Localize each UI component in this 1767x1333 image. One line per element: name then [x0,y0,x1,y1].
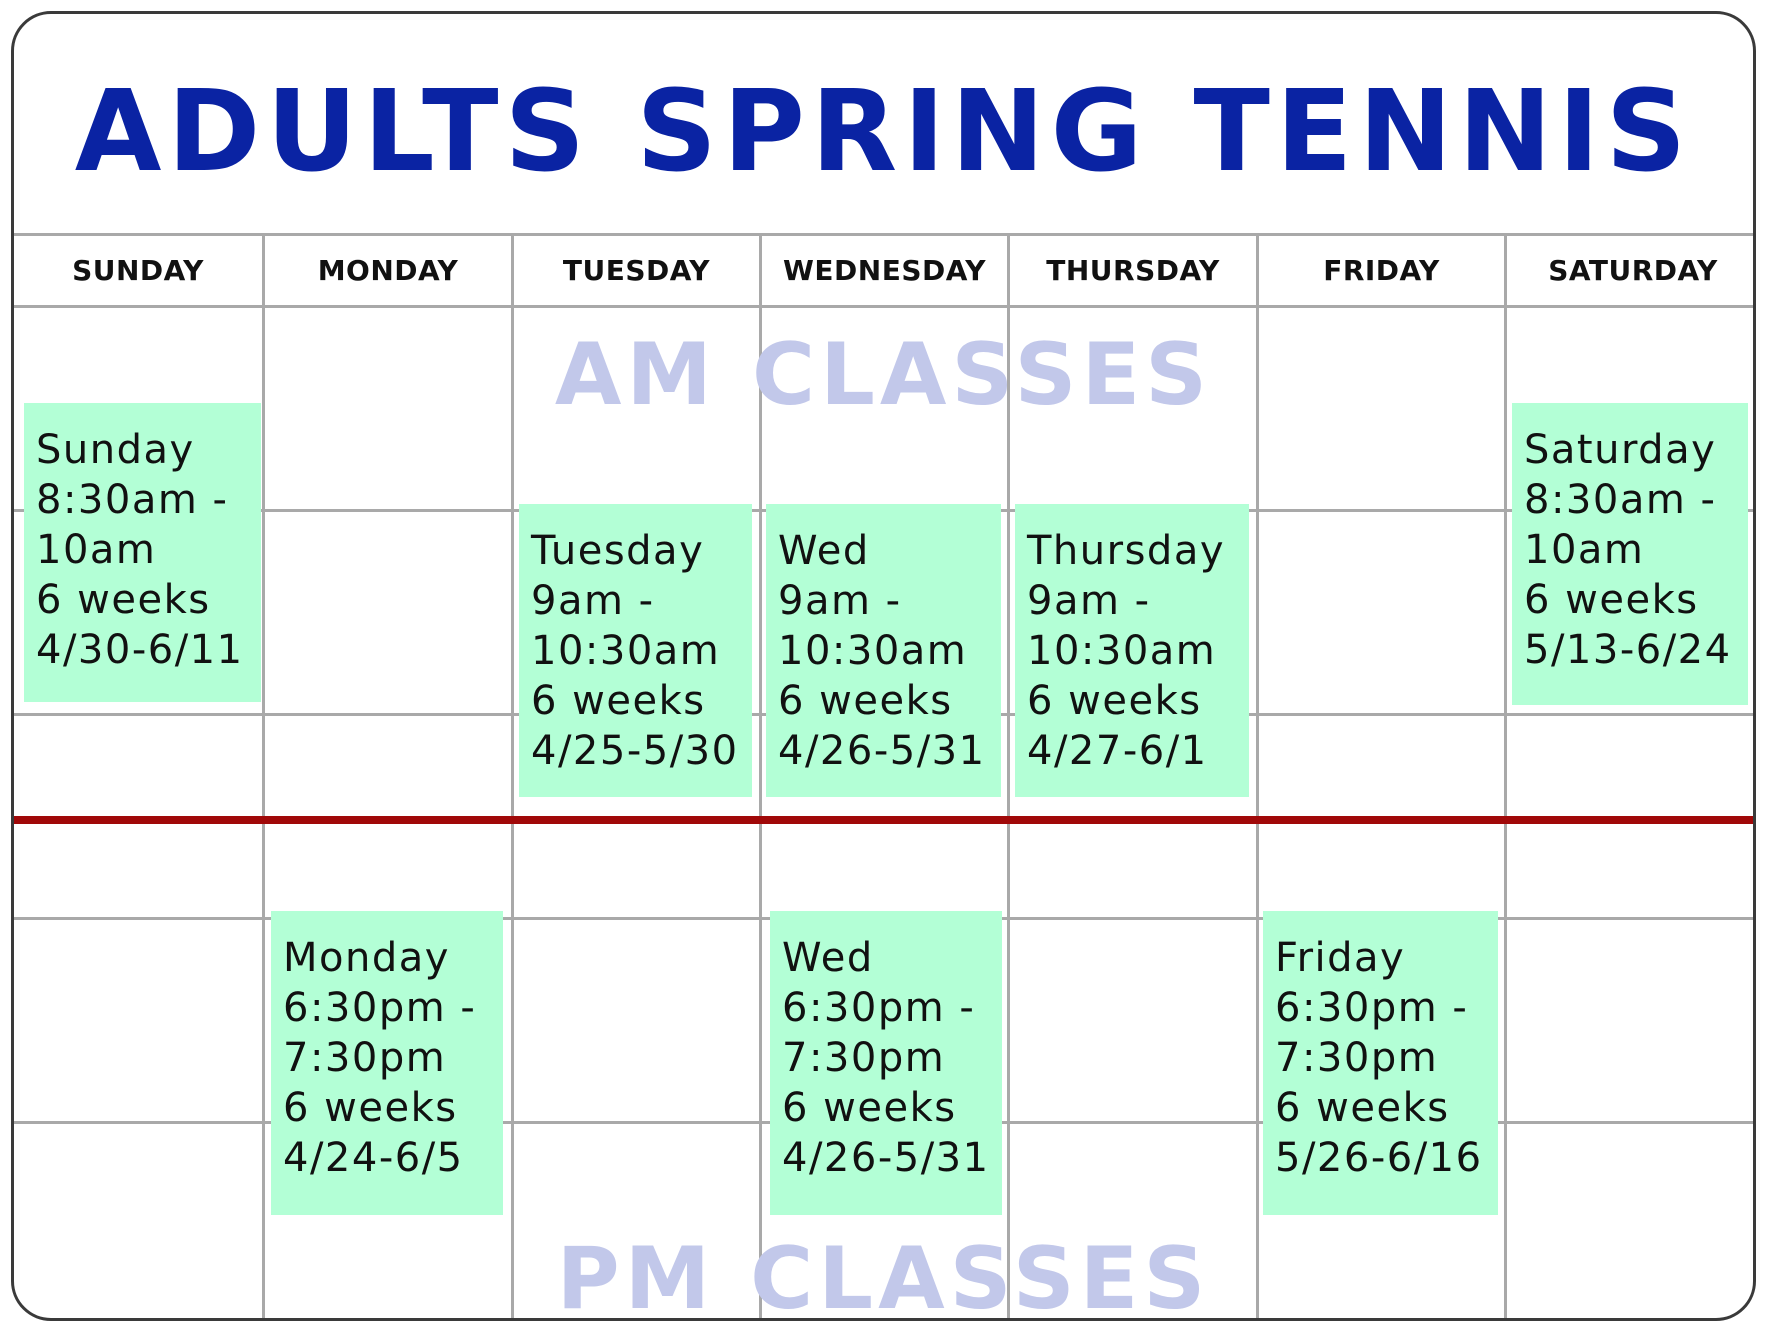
class-time-start: 8:30am - [1524,477,1717,523]
day-header-sunday: SUNDAY [72,253,204,287]
class-time-end: 10am [36,527,157,573]
day-header-wednesday: WEDNESDAY [783,253,986,287]
class-card-friday-pm[interactable] [1263,911,1498,1215]
class-time-end: 10am [1524,527,1645,573]
class-time-start: 6:30pm - [1275,985,1469,1031]
class-day: Wed [782,935,874,981]
class-duration: 6 weeks [782,1085,957,1131]
class-card-wednesday-am[interactable] [766,504,1001,797]
class-time-end: 10:30am [778,628,968,674]
class-time-end: 10:30am [1027,628,1217,674]
class-dates: 4/27-6/1 [1027,728,1208,774]
am-pm-divider [14,816,1753,824]
class-day: Saturday [1524,427,1717,473]
class-time-start: 9am - [1027,578,1151,624]
class-card-saturday-am[interactable] [1512,403,1748,705]
class-time-start: 6:30pm - [782,985,976,1031]
day-header-thursday: THURSDAY [1046,253,1220,287]
class-card-tuesday-am[interactable] [519,504,752,797]
class-duration: 6 weeks [1275,1085,1450,1131]
class-dates: 4/30-6/11 [36,627,244,673]
class-time-end: 7:30pm [782,1035,946,1081]
class-time-start: 8:30am - [36,477,229,523]
class-card-wednesday-pm[interactable] [770,911,1002,1215]
class-dates: 4/26-5/31 [778,728,986,774]
day-header-saturday: SATURDAY [1548,253,1718,287]
class-card-sunday-am[interactable] [24,403,261,702]
class-dates: 5/26-6/16 [1275,1135,1483,1181]
class-time-end: 7:30pm [1275,1035,1439,1081]
class-card-monday-pm[interactable] [271,911,503,1215]
class-time-start: 9am - [531,578,655,624]
class-dates: 4/26-5/31 [782,1135,990,1181]
class-day: Monday [283,935,450,981]
class-dates: 5/13-6/24 [1524,627,1732,673]
class-time-start: 9am - [778,578,902,624]
schedule-board [11,11,1756,1321]
day-header-monday: MONDAY [317,253,459,287]
class-day: Thursday [1027,528,1225,574]
class-dates: 4/24-6/5 [283,1135,464,1181]
class-duration: 6 weeks [531,678,706,724]
class-duration: 6 weeks [283,1085,458,1131]
class-day: Sunday [36,427,195,473]
page-title: ADULTS SPRING TENNIS [74,67,1693,197]
day-header-friday: FRIDAY [1323,253,1440,287]
class-day: Wed [778,528,870,574]
class-day: Friday [1275,935,1406,981]
class-dates: 4/25-5/30 [531,728,739,774]
class-duration: 6 weeks [1524,577,1699,623]
class-time-end: 7:30pm [283,1035,447,1081]
am-classes-label: AM CLASSES [554,325,1213,425]
class-duration: 6 weeks [1027,678,1202,724]
pm-classes-label: PM CLASSES [556,1229,1211,1321]
class-time-end: 10:30am [531,628,721,674]
class-duration: 6 weeks [778,678,953,724]
class-card-thursday-am[interactable] [1015,504,1249,797]
day-header-tuesday: TUESDAY [562,253,711,287]
class-time-start: 6:30pm - [283,985,477,1031]
class-day: Tuesday [531,528,705,574]
class-duration: 6 weeks [36,577,211,623]
